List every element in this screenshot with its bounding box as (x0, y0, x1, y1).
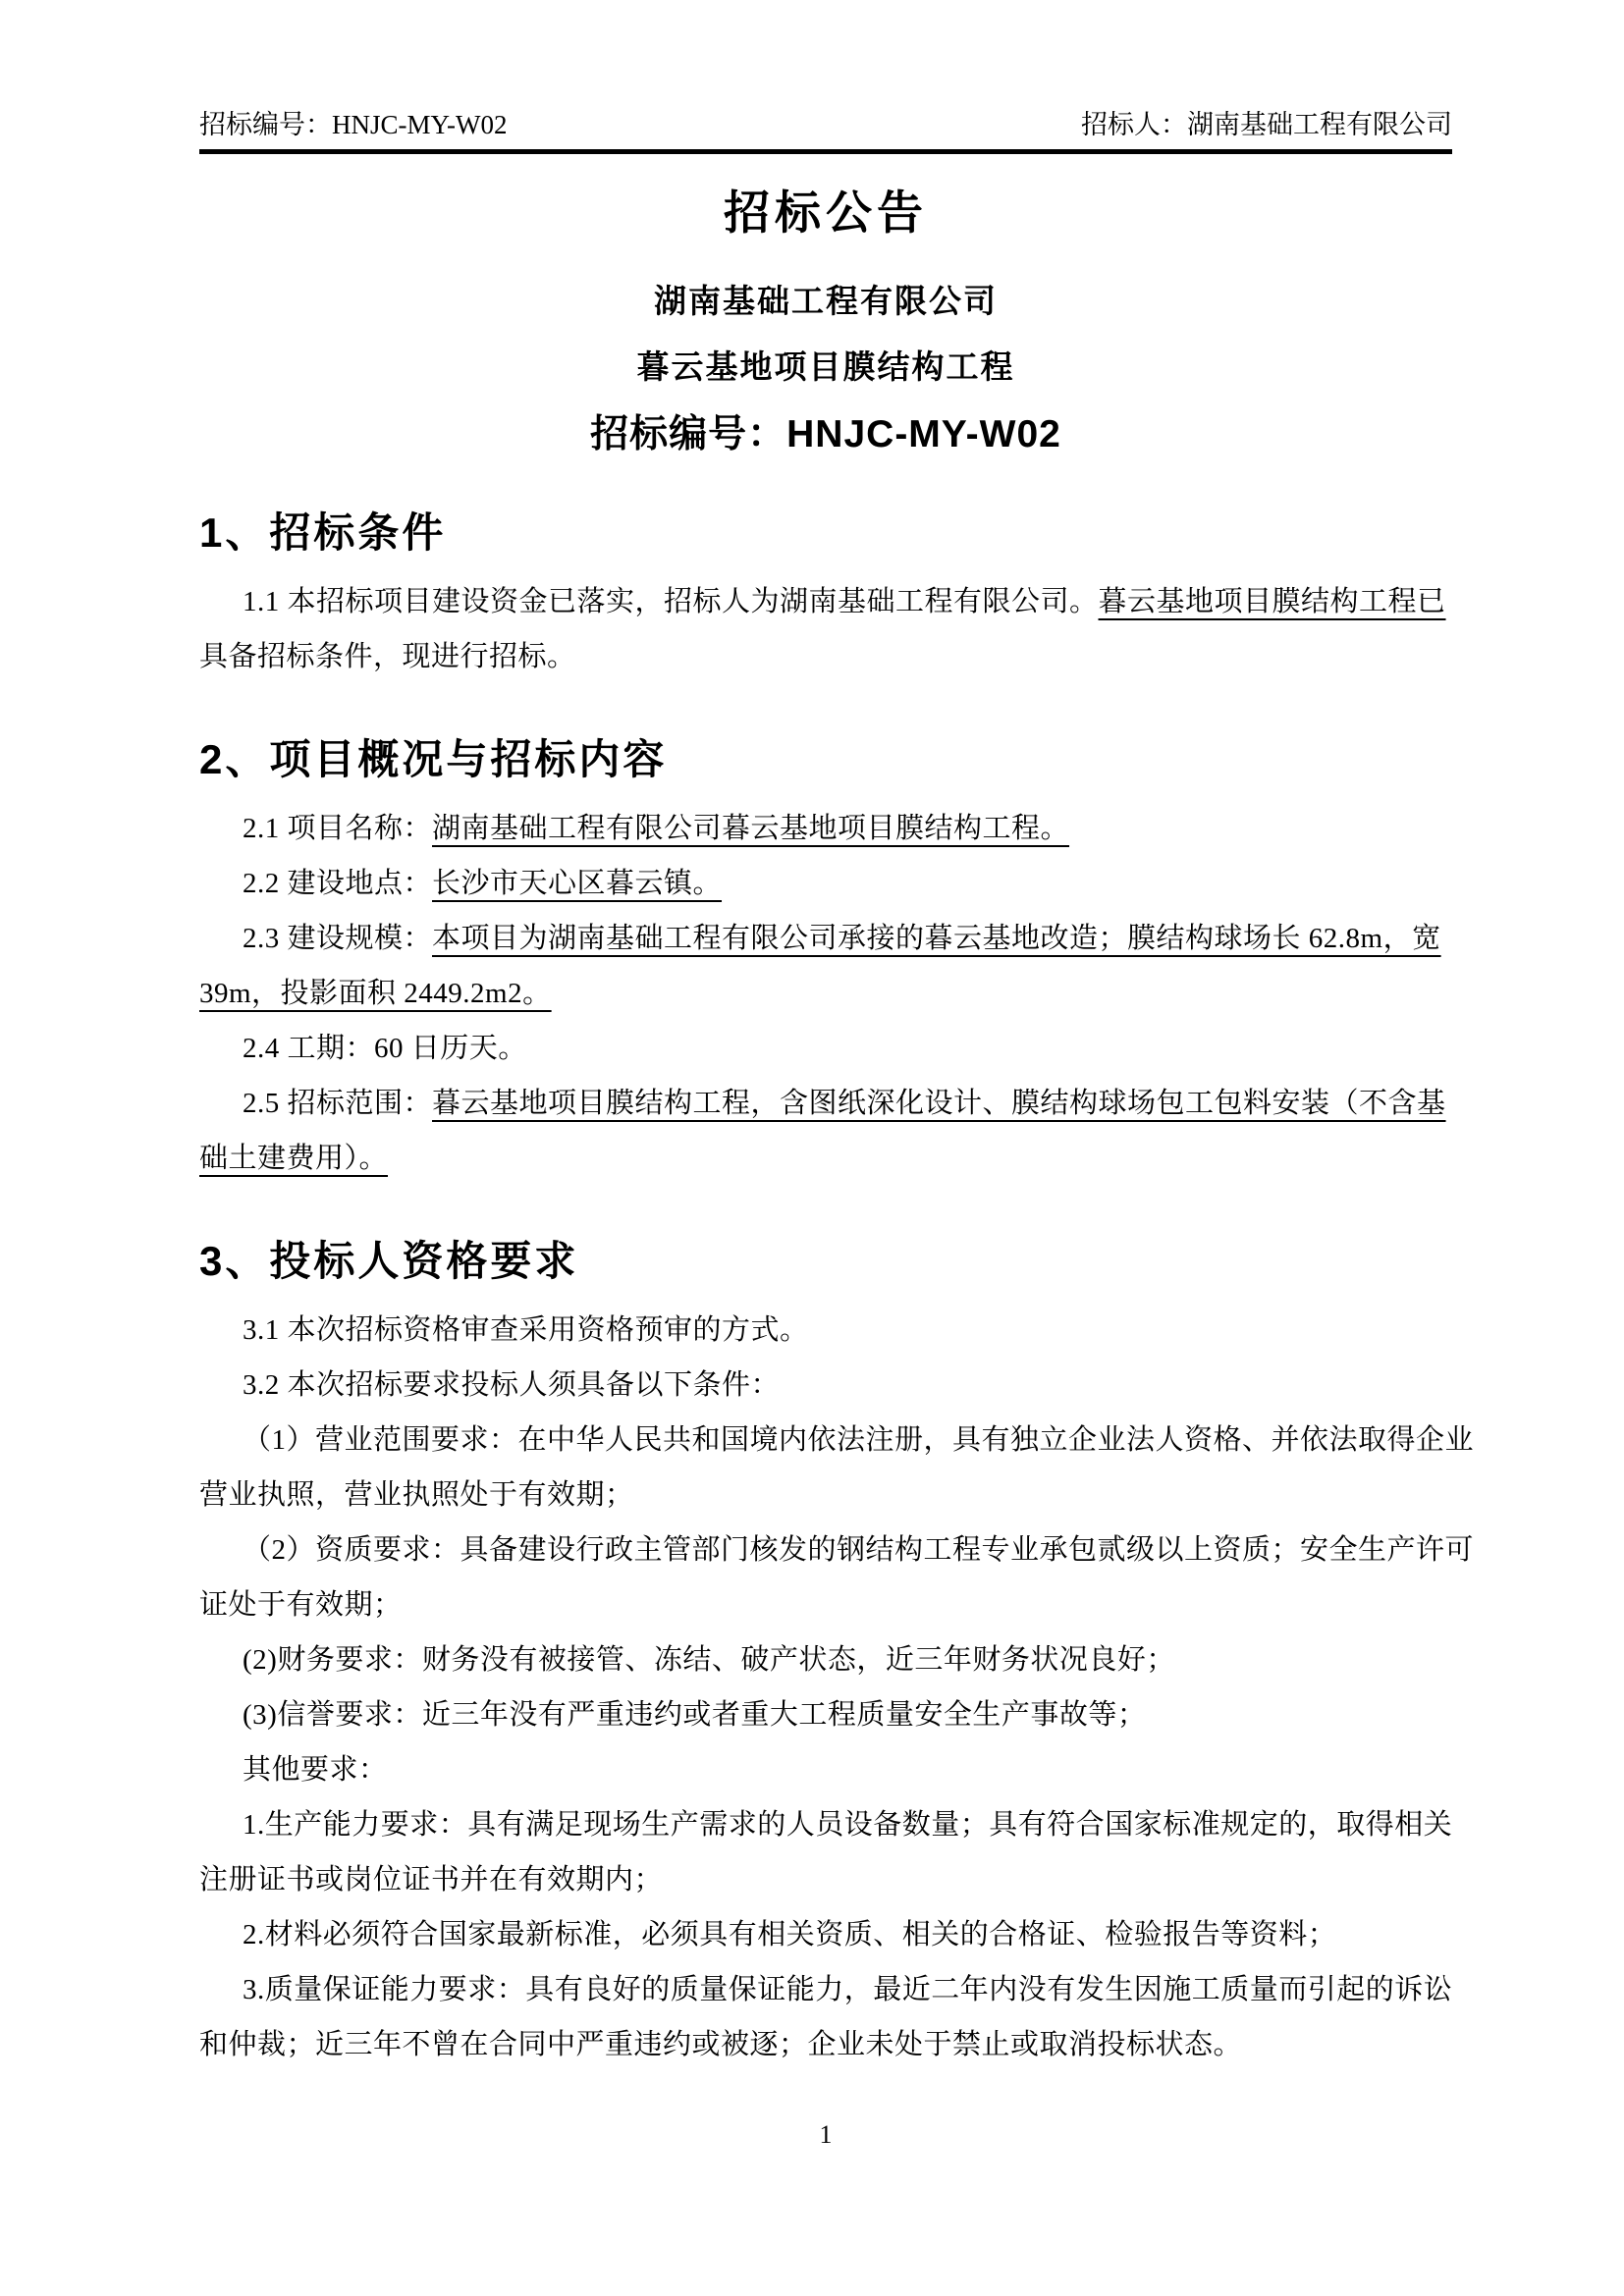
paragraph (199, 1742, 1452, 1797)
paragraph-line (199, 1797, 1452, 1852)
text-segment: 营业执照，营业执照处于有效期； (199, 1479, 634, 1511)
paragraph-line (199, 629, 1452, 684)
paragraph-line (199, 1076, 1452, 1131)
text-segment: 证处于有效期； (199, 1589, 403, 1621)
paragraph (199, 1907, 1452, 1962)
paragraph-line (199, 1131, 1452, 1186)
text-segment: 3.1 本次招标资格审查采用资格预审的方式。 (243, 1314, 809, 1346)
header-bid-number: 招标编号：HNJC-MY-W02 (199, 110, 508, 139)
section-heading: 2、项目概况与招标内容 (199, 736, 668, 782)
paragraph-line (199, 1962, 1452, 2017)
paragraph (199, 1522, 1475, 1632)
paragraph-line (199, 1303, 1452, 1358)
paragraph-line (199, 1358, 1452, 1413)
paragraph-line (199, 911, 1452, 966)
text-segment: （1）营业范围要求：在中华人民共和国境内依法注册，具有独立企业法人资格、并依法取得企业 (243, 1424, 1475, 1456)
text-segment: 3.质量保证能力要求：具有良好的质量保证能力，最近二年内没有发生因施工质量而引起的诉讼 (243, 1974, 1453, 2005)
text-segment: 1.1 本招标项目建设资金已落实，招标人为湖南基础工程有限公司。 (243, 586, 1099, 617)
paragraph-line (199, 1577, 1452, 1632)
text-segment: 3.2 本次招标要求投标人须具备以下条件： (243, 1369, 781, 1401)
underlined-text: 本项目为湖南基础工程有限公司承接的暮云基地改造；膜结构球场长 62.8m，宽 (432, 923, 1441, 954)
text-segment: 1.生产能力要求：具有满足现场生产需求的人员设备数量；具有符合国家标准规定的，取得相关 (243, 1809, 1453, 1841)
paragraph-line (199, 1413, 1475, 1468)
paragraph-line (199, 966, 1452, 1021)
text-segment: 2.2 建设地点： (243, 868, 433, 899)
underlined-text: 础土建费用）。 (199, 1143, 389, 1174)
paragraph (199, 1413, 1475, 1522)
document-header (199, 108, 1452, 141)
text-segment: (2)财务要求：财务没有被接管、冻结、破产状态，近三年财务状况良好； (243, 1644, 1175, 1676)
paragraph (199, 911, 1452, 1021)
paragraph-line (199, 574, 1452, 629)
paragraph-line (199, 1852, 1452, 1907)
text-segment: 注册证书或岗位证书并在有效期内； (199, 1864, 664, 1896)
paragraph-line (199, 1468, 1452, 1522)
paragraph (199, 1962, 1452, 2072)
underlined-text: 湖南基础工程有限公司暮云基地项目膜结构工程。 (432, 813, 1070, 844)
project-name: 暮云基地项目膜结构工程 (636, 348, 1015, 385)
underlined-text: 长沙市天心区暮云镇。 (432, 868, 723, 899)
header-divider (199, 149, 1452, 154)
paragraph (199, 1021, 1452, 1076)
text-segment: 2.1 项目名称： (243, 813, 433, 844)
paragraph (199, 1687, 1452, 1742)
underlined-text: 39m，投影面积 2449.2m2。 (199, 978, 552, 1009)
text-segment: 2.3 建设规模： (243, 923, 433, 954)
text-segment: (3)信誉要求：近三年没有严重违约或者重大工程质量安全生产事故等； (243, 1699, 1147, 1731)
section-heading: 3、投标人资格要求 (199, 1238, 579, 1284)
paragraph-line (199, 1522, 1475, 1577)
paragraph-line (199, 1632, 1452, 1687)
text-segment: （2）资质要求：具备建设行政主管部门核发的钢结构工程专业承包贰级以上资质；安全生产许可 (243, 1534, 1475, 1566)
paragraph (199, 1076, 1452, 1186)
paragraph (199, 1797, 1452, 1907)
paragraph-line (199, 1687, 1452, 1742)
document-title: 招标公告 (724, 187, 928, 239)
text-segment: 具备招标条件，现进行招标。 (199, 641, 576, 672)
header-bidder: 招标人：湖南基础工程有限公司 (1081, 110, 1452, 139)
text-segment: 2.4 工期：60 日历天。 (243, 1033, 527, 1064)
paragraph-line (199, 1021, 1452, 1076)
text-segment: 2.5 招标范围： (243, 1088, 433, 1119)
paragraph-line (199, 2017, 1452, 2072)
bid-number-line: 招标编号：HNJC-MY-W02 (590, 413, 1061, 455)
page-number: 1 (819, 2120, 833, 2149)
text-segment: 2.材料必须符合国家最新标准，必须具有相关资质、相关的合格证、检验报告等资料； (243, 1919, 1337, 1950)
paragraph (199, 801, 1452, 856)
company-name: 湖南基础工程有限公司 (654, 283, 998, 319)
paragraph (199, 1632, 1452, 1687)
paragraph-line (199, 801, 1452, 856)
section-heading: 1、招标条件 (199, 509, 447, 556)
text-segment: 和仲裁；近三年不曾在合同中严重违约或被逐；企业未处于禁止或取消投标状态。 (199, 2029, 1243, 2060)
paragraph-line (199, 1907, 1452, 1962)
text-segment: 其他要求： (243, 1754, 388, 1786)
paragraph-line (199, 1742, 1452, 1797)
underlined-text: 暮云基地项目膜结构工程已 (1098, 586, 1446, 617)
document-body (199, 505, 1475, 2072)
paragraph-line (199, 856, 1452, 911)
paragraph (199, 856, 1452, 911)
paragraph (199, 574, 1452, 684)
paragraph (199, 1358, 1452, 1413)
paragraph (199, 1303, 1452, 1358)
underlined-text: 暮云基地项目膜结构工程，含图纸深化设计、膜结构球场包工包料安装（不含基 (432, 1088, 1446, 1119)
